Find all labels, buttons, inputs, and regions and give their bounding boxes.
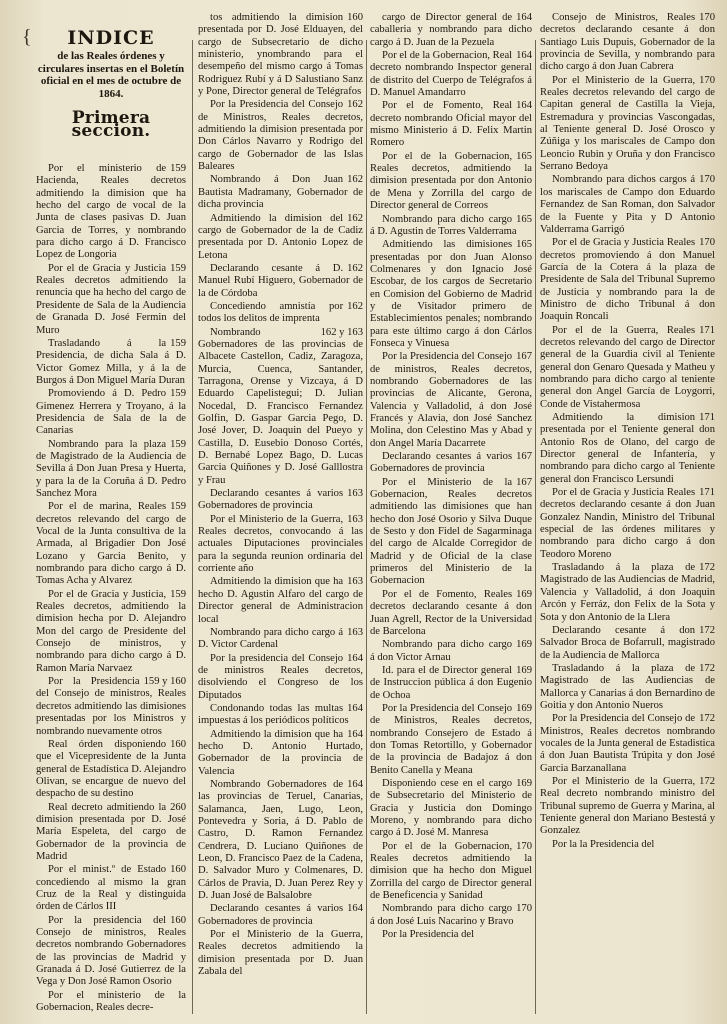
page-number: 165 <box>516 150 532 162</box>
entry-text: Nombrando á Don Juan Bautista Madramany, Gobernador de dicha provincia <box>198 174 363 211</box>
page-number: 164 <box>347 652 363 664</box>
entry-text: Trasladando á la plaza de Magistrado de las Audiencias de Madrid, Valencia y Valladolid, á don Joaquin Arcón y Ferráz, don Felix de la Sota y Sota y don Antonio de la Llera <box>540 562 715 623</box>
index-entry <box>370 214 532 239</box>
entry-text: Id. para el de Director general de Instruccion pública á don Eugenio de Ochoa <box>370 664 532 701</box>
entry-text: Por el de Gracia y Justicia Reales decretos promoviendo á don Manuel García de la Cotera á la plaza de Presidente de Sala del Tribunal Supremo de Justicia y nombrando para la de Ministro de dicho Tribunal á don Joaquin Roncali <box>540 237 715 323</box>
entry-text: Trasladando á la plaza de Magistrado de las Audiencias de Mallorca y Canarias á don Bernardino de Goitia y don Antonio Nueros <box>540 662 715 711</box>
page-number: 170 <box>699 74 715 86</box>
page-number: 162 <box>347 174 363 186</box>
column-rule <box>366 40 367 1014</box>
page-number: 160 <box>170 914 186 926</box>
index-entry <box>370 12 532 49</box>
document-subtitle: de las Reales órdenes y circulares insertas en el Boletín oficial en el mes de octubre de 1864. <box>37 50 185 100</box>
index-entry <box>36 915 186 989</box>
index-entry <box>370 100 532 149</box>
entry-text: Declarando cesantes á varios Gobernadores de provincia <box>198 488 344 512</box>
page-number: 172 <box>699 562 715 574</box>
page-number: 169 <box>516 639 532 651</box>
section-heading: Primera seccion. <box>71 108 151 141</box>
index-entry <box>370 903 532 928</box>
entry-text: Nombrando para dicho cargo á don Victor Arnau <box>370 639 513 663</box>
page-number: 159 <box>170 388 186 400</box>
entry-text: Declarando cesante á don Salvador Broca de Bofarrull, magistrado de la Audiencia de Mallorca <box>540 624 715 661</box>
index-entry <box>36 676 186 738</box>
index-entry <box>36 338 186 387</box>
entry-text: tos admitiendo la dimision presentada por D. José Elduayen, del cargo de Subsecretario de dicho ministerio, ynombrando para el desempeño del mismo cargo á Tomas Rodriguez Rubí y á D Salustiano Sanz y Pone, Director general de Telégrafos <box>198 12 363 98</box>
index-entry <box>540 487 715 561</box>
entry-text: Promoviendo á D. Pedro Gimenez Herrera y Troyano, á la Presidencia de Sala de la de Canarias <box>36 388 186 437</box>
index-entry <box>370 703 532 777</box>
index-entry <box>540 325 715 411</box>
page-number: 170 <box>699 174 715 186</box>
page-number: 171 <box>699 324 715 336</box>
page-number: 159 <box>170 337 186 349</box>
entry-text: Condonando todas las multas impuestas á los periódicos políticos <box>198 702 349 727</box>
index-entry <box>540 12 715 74</box>
page-number: 163 <box>347 513 363 525</box>
page-number: 164 <box>516 12 532 23</box>
header-block <box>36 27 186 141</box>
page-number: 164 <box>347 702 363 714</box>
entry-text: Por el Ministerio de la Guerra, Real decreto nombrando ministro del Tribunal supremo de Guerra y Marina, al Teniente general don Mariano Bestestá y Gonzalez <box>540 775 715 837</box>
index-entry <box>36 501 186 587</box>
index-entry <box>198 779 363 902</box>
index-entry <box>370 351 532 450</box>
page-number: 167 <box>516 476 532 488</box>
page-number: 170 <box>516 840 532 852</box>
entry-text: Por el de Fomento, Reales decretos declarando cesante á don Juan Agrell, Rector de la Universidad de Barcelona <box>370 588 532 637</box>
page-number: 169 <box>516 588 532 600</box>
entry-text: Declarando cesantes á varios Gobernadores de provincia <box>370 451 513 475</box>
index-entry <box>198 213 363 262</box>
index-entry <box>198 627 363 652</box>
index-entry <box>36 864 186 913</box>
page-number: 171 <box>699 412 715 423</box>
page-number: 163 <box>347 576 363 588</box>
entry-text: Por el de la Gobernacion, Real decreto nombrando Inspector general de distrito del Cuerpo de Telégrafos á D. Manuel Amandarro <box>370 50 532 99</box>
column-4 <box>540 12 715 1016</box>
column-1 <box>36 12 186 1016</box>
index-entry <box>540 237 715 323</box>
entry-list <box>36 163 186 1014</box>
entry-text: Por el minist.º de Estado concediendo al mismo la gran Cruz de la Real y distinguida órden de Cárlos III <box>36 864 186 913</box>
page-corner-mark: { <box>22 26 32 48</box>
page-number: 160 <box>170 738 186 750</box>
entry-text: Concediendo amnistía por todos los delitos de imprenta <box>198 300 344 325</box>
page-number: 159 <box>170 438 186 450</box>
index-entry <box>540 75 715 174</box>
entry-text: Por el de Fomento, Real decreto nombrando Oficial mayor del mismo Ministerio á D. Felix Martin Romero <box>370 100 532 149</box>
page-number: 169 <box>516 702 532 714</box>
page-number: 159 <box>170 501 186 513</box>
entry-text: Por el de Gracia y Justicia Reales decretos admitiendo la renuncia que ha hecho del cargo de Presidente de Sala de la Audiencia de Granada D. José Fermin del Muro <box>36 262 186 336</box>
entry-list <box>370 12 532 941</box>
page-number: 162 <box>347 300 363 312</box>
entry-text: Por la Presidencia del Consejo de Ministros, Reales decretos, nombrando Consejero de Estado á don Tomas Retortillo, y Gobernador de la provincia de Badajoz á don Benito Canella y Meana <box>370 702 532 776</box>
index-entry <box>370 778 532 840</box>
index-entry <box>36 263 186 337</box>
index-entry <box>198 903 363 928</box>
entry-text: Admitiendo la dimision del cargo de Gobernador de la de Cadiz presentada por D. Antonio Lopez de Letona <box>198 212 363 261</box>
entry-text: Disponiendo cese en el cargo de Subsecretario del Ministerio de Gracia y Justicia don Domingo Moreno, y nombrando para dicho cargo á D. José M. Manresa <box>370 777 532 839</box>
entry-text: Por el de la Gobernacion, Reales decretos admitiendo la dimision que ha hecho don Miguel Zorrilla del cargo de Director general de Beneficencia y Sanidad <box>370 840 532 902</box>
entry-text: Por el Ministerio de la Guerra, Reales decretos admitiendo la dimision presentada por D. Juan Zabala del <box>198 929 363 978</box>
index-entry <box>370 639 532 664</box>
column-rule <box>192 40 193 1014</box>
page-number: 170 <box>699 237 715 249</box>
entry-text: Por la presidencia del Consejo de ministros Reales decretos, disolviendo el Congreso de los Diputados <box>198 652 363 701</box>
index-entry <box>198 514 363 576</box>
entry-text: Por la presidencia del Consejo de ministros, Reales decretos nombrando Gobernadores de las provincias de Madrid y Granada á D. José Gutierrez de la Vega y Don José Ramon Osorio <box>36 914 186 988</box>
page-number: 162 <box>347 212 363 224</box>
index-entry <box>540 713 715 775</box>
index-entry <box>198 327 363 487</box>
index-entry <box>36 439 186 501</box>
entry-text: Nombrando para dicho cargo á don José Luis Nacarino y Bravo <box>370 903 514 927</box>
column-2 <box>198 12 363 1016</box>
entry-text: Por el Ministerio de la Gobernacion, Reales decretos admitiendo las dimisiones que han hecho don José Osorio y Silva Duque de Sesto y don Fidel de Sagarminaga del cargo de Alcalde Corregidor de Madrid y de Oficial de la clase primeros del Ministerio de la Gobernacion <box>370 476 532 587</box>
index-entry <box>540 839 715 851</box>
index-entry <box>370 841 532 903</box>
index-entry <box>36 589 186 675</box>
index-entry <box>198 653 363 702</box>
entry-text: cargo de Director general de caballeria y nombrando para dicho cargo á D. Juan de la Pezuela <box>370 12 532 48</box>
page-number: 159 y 160 <box>143 676 186 688</box>
entry-text: Por la Presidencia del Consejo de ministros, Reales decretos admitiendo las dimisiones presentadas por los Ministros y nombrando nuevamente otros <box>36 676 186 737</box>
page-number: 163 <box>347 626 363 638</box>
page-number: 169 <box>516 777 532 789</box>
entry-text: Por el de Gracia y Justicia Reales decretos declarando cesante á don Juan Gonzalez Nandin, Ministro del Tribunal especial de las órdenes militares y nombrando para dicho cargo á don Teodoro Moreno <box>540 487 715 560</box>
page-number: 164 <box>347 728 363 740</box>
entry-text: Trasladando á la Presidencia, de dicha Sala á D. Victor Gomez Milla, y á la de Burgos á Don Miguel María Duran <box>36 337 186 386</box>
index-entry <box>370 477 532 588</box>
index-entry <box>370 239 532 350</box>
entry-text: Real decreto admitiendo la dimision presentada por D. José María Espeleta, del cargo de Gobernador de la provincia de Madrid <box>36 801 186 862</box>
entry-text: Nombrando para la plaza de Magistrado de la Audiencia de Sevilla á Don Juan Presa y Huerta, y para la de la Coruña á D. Pedro Sanchez Mora <box>36 438 186 499</box>
page-number: 164 <box>347 778 363 790</box>
page-number: 159 <box>170 588 186 600</box>
index-entry <box>198 703 363 728</box>
index-entry <box>540 412 715 486</box>
page-number: 164 <box>516 100 532 112</box>
index-entry <box>370 929 532 941</box>
entry-text: Por el de marina, Reales decretos relevando del cargo de Vocal de la Junta consultiva de la Armada, al Brigadier Don José Lozano y Garcia Benito, y nombrando para dicho cargo á D. Tomas Acha y Alvarez <box>36 501 186 587</box>
entry-text: Por la Presidencia del Consejo de Ministros, Reales decretos nombrando vocales de la Junta general de Estadistica á don Juan Bautista Trúpita y don José Garcia Barzanallana <box>540 713 715 774</box>
index-entry <box>540 663 715 712</box>
page-number: 169 <box>516 664 532 676</box>
entry-text: Admitiendo la dimision que ha hecho D. Agustin Alfaro del cargo de Director general de Administracion local <box>198 576 363 625</box>
entry-text: Nombrando para dichos cargos á los mariscales de Campo don Eduardo Fernandez de San Roman, don Salvador de la Fuente y Pita y D Antonio Valderrama Garrigó <box>540 174 715 235</box>
entry-text: Real órden disponiendo que el Vicepresidente de la Junta general de Estadística D. Alejandro Olivan, se encargue de nuevo del despacho de su destino <box>36 738 186 800</box>
entry-text: Por el Ministerio de la Guerra, Reales decretos relevando del cargo de Capitan general de Castilla la Vieja, Estremadura y provincias Vascongadas, al Teniente general D. José Orosco y Zúñiga y los mariscales de Campo don Leoncio Rubin y Oruña y don Francisco Serrano Bedoya <box>540 74 715 173</box>
page-number: 172 <box>699 662 715 674</box>
entry-text: Por el de la Guerra, Reales decretos relevando del cargo de Director general de la Guardia civil al Teniente general don Genaro Quesada y Matheu y nombrando para dicho cargo al teniente general don Angel García de Loygorri, Conde de Vistahermosa <box>540 324 715 410</box>
page-number: 170 <box>516 903 532 915</box>
entry-list <box>540 12 715 851</box>
page-number: 159 <box>170 262 186 274</box>
index-entry <box>540 776 715 838</box>
entry-text: Declarando cesante á D. Manuel Rubí Higuero, Gobernador de la de Córdoba <box>198 262 363 299</box>
column-rule <box>535 40 536 1014</box>
entry-text: Por la Presidencia del Consejo de ministros, Reales decretos, nombrando Gobernadores de las provincias de Alicante, Gerona, Valencia y Valladolid, á don José Francés y Alavia, don José Sanchez Molina, don Celestino Mas y Abad y don Angel María Dacarrete <box>370 351 532 449</box>
page-number: 260 <box>170 801 186 813</box>
index-entry <box>36 163 186 262</box>
page-number: 163 <box>347 488 363 500</box>
entry-text: Por la Presidencia del <box>382 929 475 941</box>
index-entry <box>370 665 532 702</box>
page-number: 162 y 163 <box>320 326 363 338</box>
index-entry <box>198 12 363 98</box>
entry-text: Admitiendo la dimision presentada por el Teniente general don Antonio Ros de Olano, del cargo de Director general de Infantería, y nombrando para dicho cargo al Teniente general don Francisco Lersundi <box>540 412 715 485</box>
page-number: 160 <box>170 864 186 876</box>
column-3 <box>370 12 532 1016</box>
index-entry <box>198 488 363 513</box>
page-number: 165 <box>516 239 532 251</box>
index-entry <box>36 990 186 1015</box>
entry-list <box>198 12 363 978</box>
page-number: 172 <box>699 775 715 787</box>
index-entry <box>198 576 363 625</box>
entry-text: Consejo de Ministros, Reales decretos declarando cesante á don Santiago Luis Dupuis, Gobernador de la provincia de Sevilla, y nombrando para dicho cargo á don Juan Cabrera <box>540 12 715 73</box>
page-number: 160 <box>347 12 363 23</box>
entry-text: Por la Presidencia del Consejo de Ministros, Reales decretos, admitiendo la dimision presentada por Don Cárlos Navarro y Rodrigo del cargo de Gobernador de las Islas Baleares <box>198 99 363 173</box>
page-number: 162 <box>347 262 363 274</box>
index-entry <box>36 388 186 437</box>
entry-text: Admitiendo las dimisiones presentadas por don Juan Alonso Colmenares y don Ignacio José Escobar, de los cargos de Secretario en Comision del Gobierno de Madrid y de Visitador primero de Establecimientos penales; nombrando para este último cargo á don Cárlos Fonseca y Vinuesa <box>370 239 532 349</box>
index-entry <box>198 301 363 326</box>
page-number: 172 <box>699 624 715 636</box>
index-entry <box>36 802 186 864</box>
page-number: 171 <box>699 487 715 499</box>
page-number: 170 <box>699 12 715 23</box>
entry-text: Por el ministerio de Hacienda, Reales decretos admitiendo la dimision que ha hecho del cargo de vocal de la Junta de clases pasivas D. Juan Garcia de Torres, y nombrando para dicho cargo á D. Francisco Lopez de Longoria <box>36 163 186 261</box>
index-entry <box>540 562 715 624</box>
index-entry <box>36 739 186 801</box>
page-number: 172 <box>699 713 715 725</box>
index-entry <box>198 174 363 211</box>
index-entry <box>370 451 532 476</box>
entry-text: Nombrando Gobernadores de las provincias de Albacete Castellon, Cadiz, Zaragoza, Murcia, Cuenca, Santander, Tarragona, Orense y Vizcaya, á D Eduardo Capelistegui; D. Julian Nocedal, D. Francisco Fernandez Golfin, D. Gaspar Garcia Pego, D. José Jover, D. Joaquin del Pueyo y Castilla, D. Eusebio Donoso Cortés, D. Bernabé Lopez Bago, D. Lucas Garcia Quiñones y D. José Galllostra y Frau <box>198 326 363 486</box>
page-number: 164 <box>347 903 363 915</box>
index-entry <box>198 99 363 173</box>
entry-text: Admitiendo la dimision que ha hecho D. Antonio Hurtado, Gobernador de la provincia de Valencia <box>198 728 363 777</box>
entry-text: Nombrando para dicho cargo á D. Victor Cardenal <box>198 626 344 651</box>
page-number: 162 <box>347 99 363 111</box>
entry-text: Declarando cesantes á varios Gobernadores de provincia <box>198 903 344 927</box>
index-entry <box>540 625 715 662</box>
entry-text: Por el de la Gobernacion, Reales decretos, admitiendo la dimision presentada por don Antonio de Mena y Zorrilla del cargo de Director general de Correos <box>370 150 532 212</box>
entry-text: Nombrando para dicho cargo á D. Agustin de Torres Valderrama <box>370 213 517 237</box>
page-number: 167 <box>516 351 532 363</box>
index-entry <box>370 50 532 99</box>
index-entry <box>540 174 715 236</box>
index-entry <box>370 151 532 213</box>
index-entry <box>198 929 363 978</box>
entry-text: Por el Ministerio de la Guerra, Reales decretos, convocando á las actuales Diputaciones provinciales para la segunda reunion ordinaria del corriente año <box>198 513 363 575</box>
index-entry <box>370 589 532 638</box>
page-number: 165 <box>516 213 532 225</box>
page-number: 164 <box>516 50 532 62</box>
document-title: INDICE <box>67 27 155 49</box>
page-number: 159 <box>170 163 186 175</box>
entry-text: Por el de Gracia y Justicia, Reales decretos, admitiendo la dimision hecha por D. Alejandro Mon del cargo de Presidente del Consejo de ministros, y nombrando para dicho cargo á D. Ramon María Narvaez <box>36 588 186 674</box>
entry-text: Por el ministerio de la Gobernacion, Reales decre- <box>36 989 186 1014</box>
page-number: 167 <box>516 451 532 463</box>
entry-text: Nombrando Gobernadores de las provincias de Teruel, Canarias, Salamanca, Jaen, Lugo, Leon, Pontevedra y Soria, á D. Pablo de Castro, D. Ramon Fernandez Cendrera, D. Luciano Quiñones de Leon, D. Francisco Paez de la Cadena, D. Salvador Muro y Colmenares, D. Cárlos de Pravia, D. Juan Perez Rey y D. Juan José de Balsalobre <box>198 778 363 902</box>
index-entry <box>198 729 363 778</box>
index-entry <box>198 263 363 300</box>
entry-text: Por la la Presidencia del <box>552 838 655 850</box>
